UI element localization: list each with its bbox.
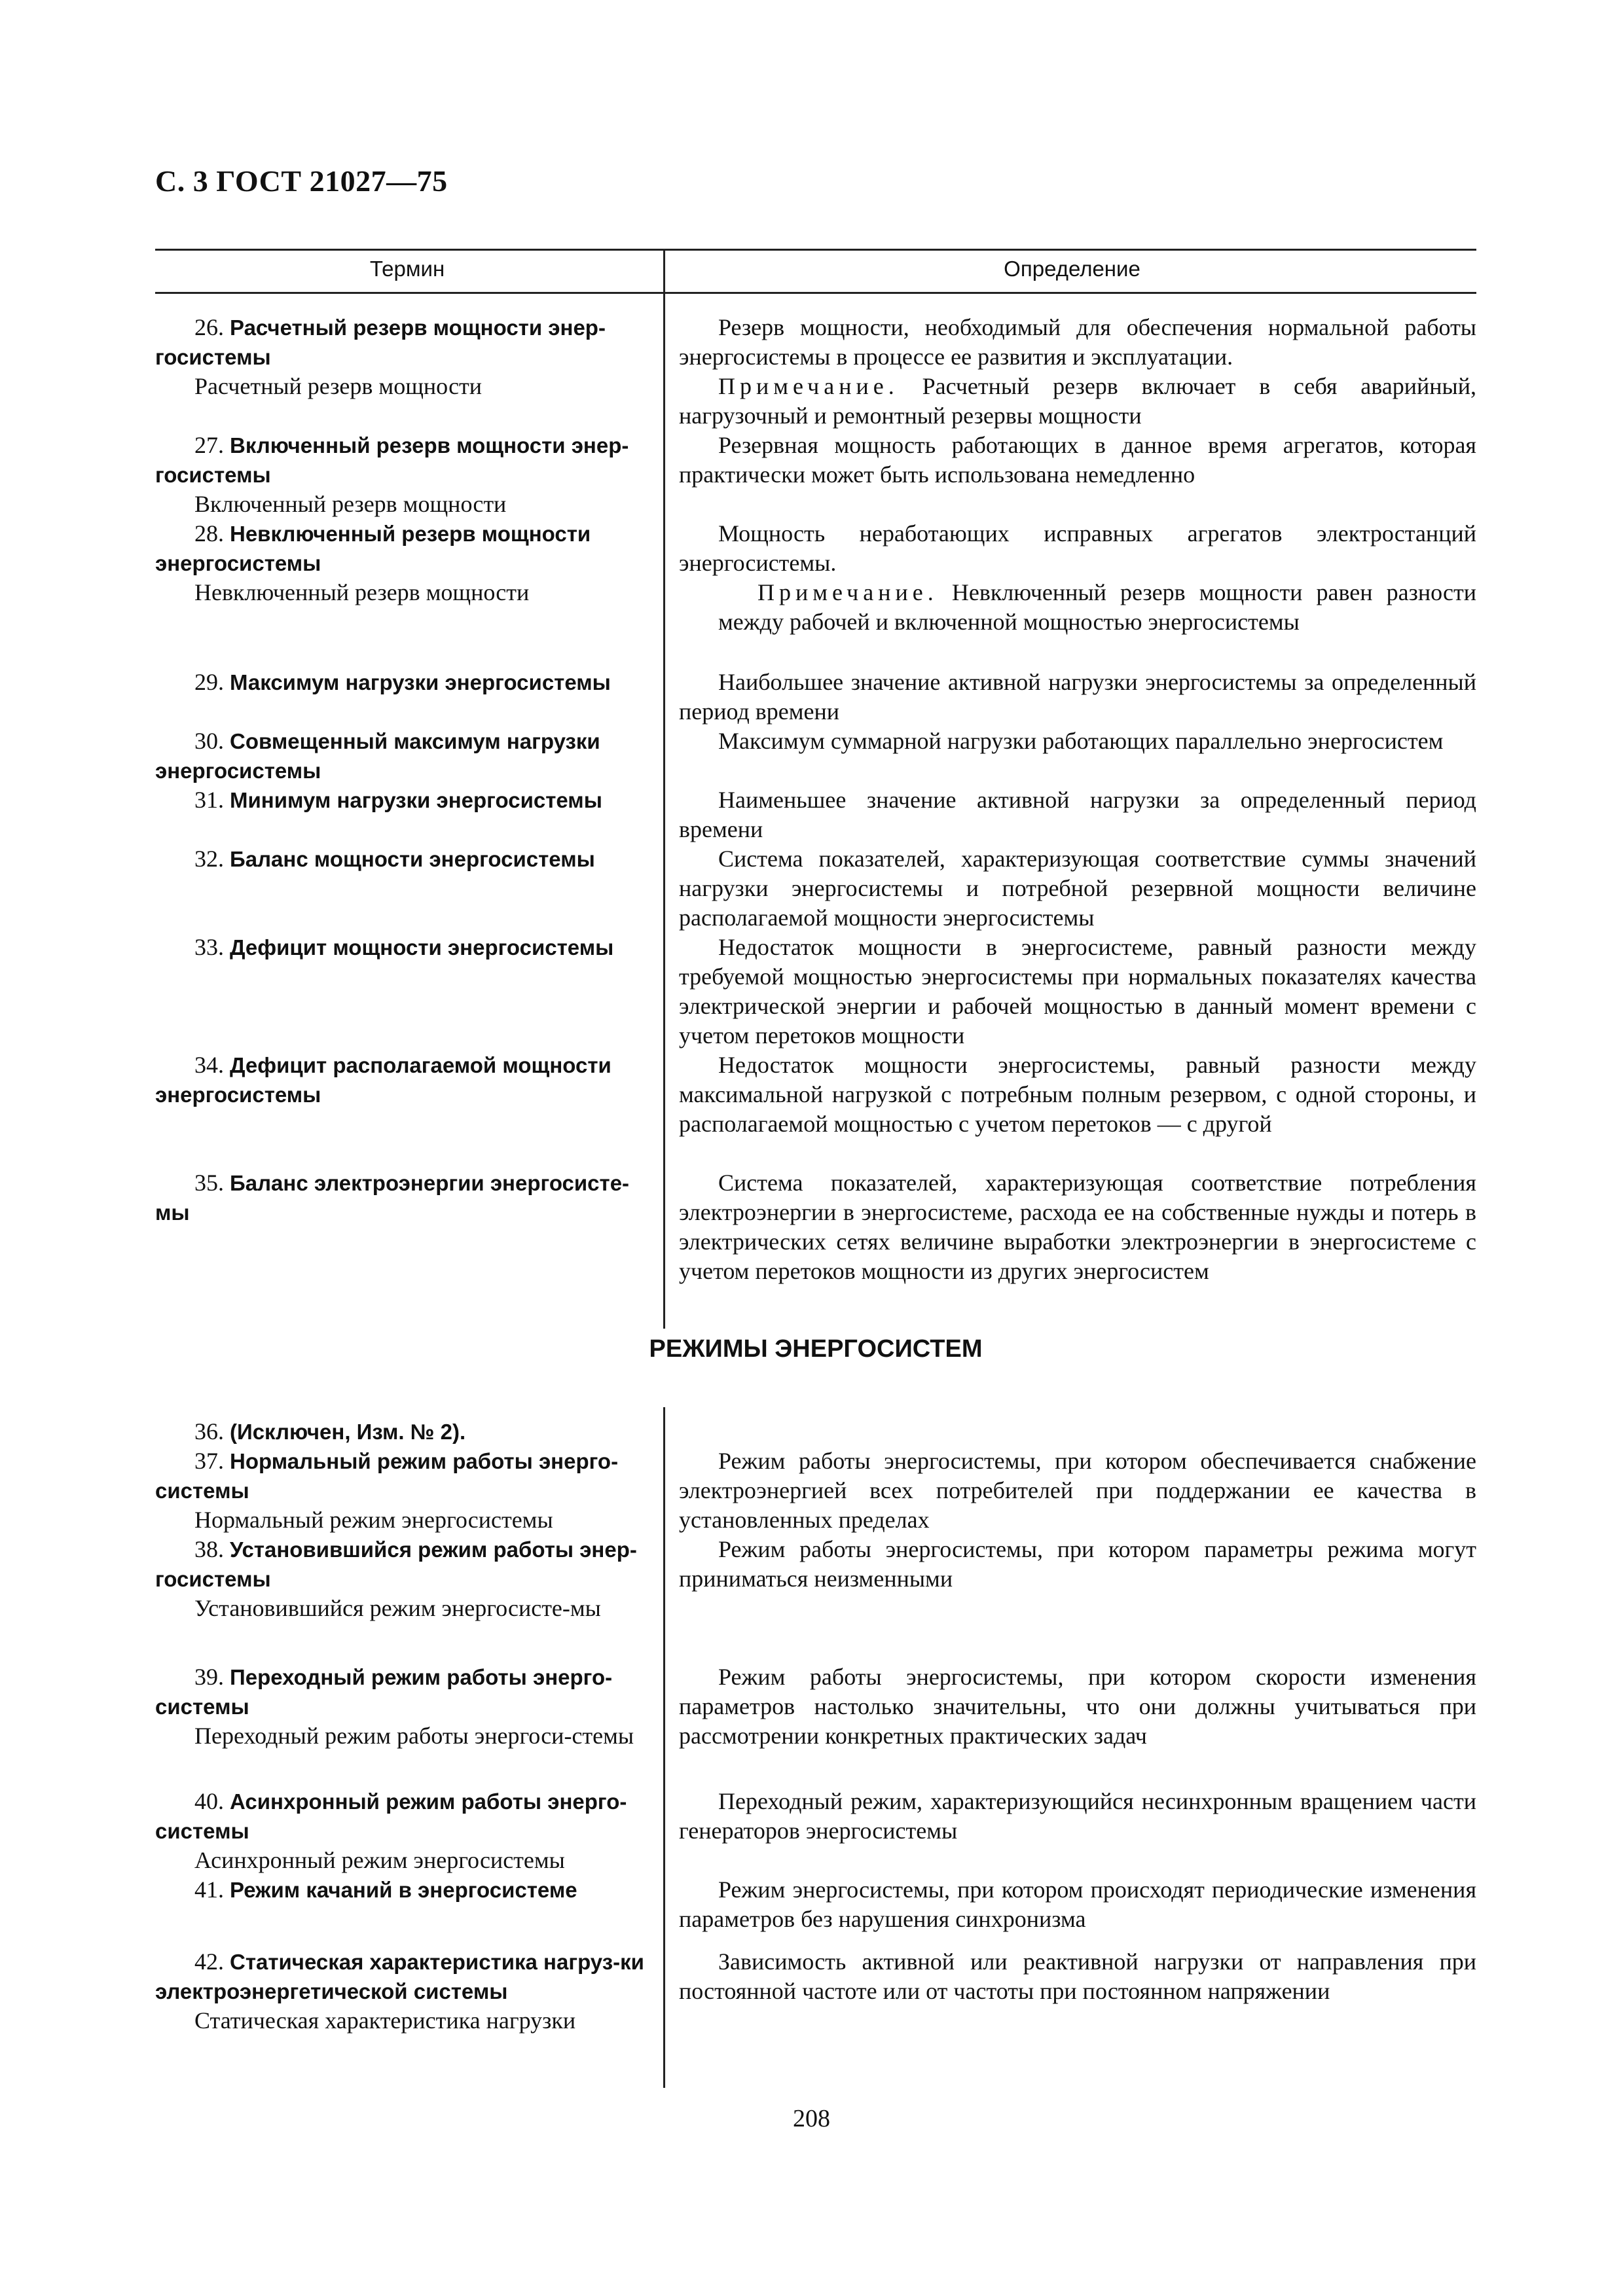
term-definition: Резервная мощность работающих в данное время агрегатов, которая практически может быть использована немедленно xyxy=(679,432,1476,488)
term-title: Баланс электроэнергии энергосисте-мы xyxy=(155,1171,630,1225)
term-definition: Мощность неработающих исправных агрегатов электростанций энергосистемы. xyxy=(679,520,1476,576)
term-definition: Недостаток мощности в энергосистеме, равный разности между требуемой мощностью энергосистемы при нормальных показателях качества электрической энергии и рабочей мощностью в данный момент времени с учетом перетоков мощности xyxy=(679,934,1476,1049)
term-definition: Зависимость активной или реактивной нагрузки от направления при постоянной частоте или от частоты при постоянном напряжении xyxy=(679,1948,1476,2004)
term-definition: Резерв мощности, необходимый для обеспечения нормальной работы энергосистемы в процессе ее развития и эксплуатации. xyxy=(679,314,1476,370)
term-number: 29. xyxy=(194,669,224,695)
term-synonym: Невключенный резерв мощности xyxy=(194,579,530,605)
term-title: (Исключен, Изм. № 2). xyxy=(230,1420,466,1444)
term-definition: Система показателей, характеризующая соответствие потребления электроэнергии в энергосистеме, расхода ее на собственные нужды и потерь в электрических сетях величине выработки электроэнергии в энергосистеме с учетом перетоков мощности из других энергосистем xyxy=(679,1170,1476,1284)
term-title: Невключенный резерв мощности энергосистемы xyxy=(155,522,591,575)
column-divider xyxy=(663,249,665,1329)
note-text: Расчетный резерв включает в себя аварийный, нагрузочный и ремонтный резервы мощности xyxy=(679,373,1476,429)
term-definition: Режим энергосистемы, при котором происходят периодические изменения параметров без нарушения синхронизма xyxy=(679,1876,1476,1932)
note-text: Невключенный резерв мощности равен разности между рабочей и включенной мощностью энергосистемы xyxy=(718,579,1477,635)
term-number: 39. xyxy=(194,1664,224,1690)
term-title: Статическая характеристика нагруз-ки электроэнергетической системы xyxy=(155,1950,644,2003)
term-title: Дефицит располагаемой мощности энергосистемы xyxy=(155,1053,611,1107)
term-title: Максимум нагрузки энергосистемы xyxy=(230,670,611,694)
term-synonym: Установившийся режим энергосисте-мы xyxy=(194,1595,601,1621)
term-definition: Режим работы энергосистемы, при котором обеспечивается снабжение электроэнергией всех потребителей при поддержании ее качества в установленных пределах xyxy=(679,1448,1476,1533)
term-synonym: Включенный резерв мощности xyxy=(194,491,507,517)
term-number: 32. xyxy=(194,846,224,872)
term-title: Переходный режим работы энерго-системы xyxy=(155,1665,613,1719)
column-header-term: Термин xyxy=(369,257,445,281)
term-number: 26. xyxy=(194,314,224,340)
table-header-rule xyxy=(155,292,1476,294)
term-title: Минимум нагрузки энергосистемы xyxy=(230,788,602,812)
page-number: 208 xyxy=(793,2105,830,2132)
term-number: 37. xyxy=(194,1448,224,1474)
term-synonym: Асинхронный режим энергосистемы xyxy=(194,1847,565,1873)
term-synonym: Переходный режим работы энергоси-стемы xyxy=(194,1723,634,1749)
note-label: Примечание. xyxy=(757,579,938,605)
term-title: Режим качаний в энергосистеме xyxy=(230,1878,577,1902)
term-definition: Наименьшее значение активной нагрузки за определенный период времени xyxy=(679,787,1476,842)
term-synonym: Расчетный резерв мощности xyxy=(194,373,483,399)
section-title: РЕЖИМЫ ЭНЕРГОСИСТЕМ xyxy=(649,1335,983,1363)
term-number: 34. xyxy=(194,1052,224,1078)
term-synonym: Нормальный режим энергосистемы xyxy=(194,1507,553,1533)
term-definition: Режим работы энергосистемы, при котором скорости изменения параметров настолько значительны, что они должны учитываться при рассмотрении конкретных практических задач xyxy=(679,1664,1476,1749)
term-number: 28. xyxy=(194,520,224,547)
term-definition: Система показателей, характеризующая соответствие суммы значений нагрузки энергосистемы и потребной резервной мощности величине располагаемой мощности энергосистемы xyxy=(679,846,1476,931)
term-title: Расчетный резерв мощности энер-госистемы xyxy=(155,315,606,369)
term-number: 40. xyxy=(194,1788,224,1814)
note-label: Примечание. xyxy=(718,373,899,399)
term-title: Установившийся режим работы энер-госистемы xyxy=(155,1537,637,1591)
term-definition: Максимум суммарной нагрузки работающих параллельно энергосистем xyxy=(718,728,1444,754)
term-number: 35. xyxy=(194,1170,224,1196)
term-title: Нормальный режим работы энерго-системы xyxy=(155,1449,619,1503)
term-number: 36. xyxy=(194,1418,224,1444)
term-definition: Наибольшее значение активной нагрузки энергосистемы за определенный период времени xyxy=(679,669,1476,725)
term-title: Асинхронный режим работы энерго-системы xyxy=(155,1789,627,1843)
term-title: Баланс мощности энергосистемы xyxy=(230,847,595,871)
term-number: 38. xyxy=(194,1536,224,1562)
term-synonym: Статическая характеристика нагрузки xyxy=(194,2007,576,2034)
term-definition: Режим работы энергосистемы, при котором параметры режима могут приниматься неизменными xyxy=(679,1536,1476,1592)
term-definition: Переходный режим, характеризующийся несинхронным вращением части генераторов энергосистемы xyxy=(679,1788,1476,1844)
term-number: 30. xyxy=(194,728,224,754)
term-number: 31. xyxy=(194,787,224,813)
term-number: 27. xyxy=(194,432,224,458)
page-header: С. 3 ГОСТ 21027—75 xyxy=(155,164,448,198)
term-number: 42. xyxy=(194,1948,224,1975)
term-title: Совмещенный максимум нагрузки энергосистемы xyxy=(155,729,600,783)
column-divider xyxy=(663,1407,665,2088)
term-number: 33. xyxy=(194,934,224,960)
table-top-rule xyxy=(155,249,1476,251)
term-title: Дефицит мощности энергосистемы xyxy=(230,935,614,960)
term-number: 41. xyxy=(194,1876,224,1903)
term-title: Включенный резерв мощности энер-госистемы xyxy=(155,433,629,487)
term-definition: Недостаток мощности энергосистемы, равный разности между максимальной нагрузкой с потребным полным резервом, с одной стороны, и располагаемой мощностью с учетом перетоков — с другой xyxy=(679,1052,1476,1137)
column-header-definition: Определение xyxy=(1004,257,1140,281)
